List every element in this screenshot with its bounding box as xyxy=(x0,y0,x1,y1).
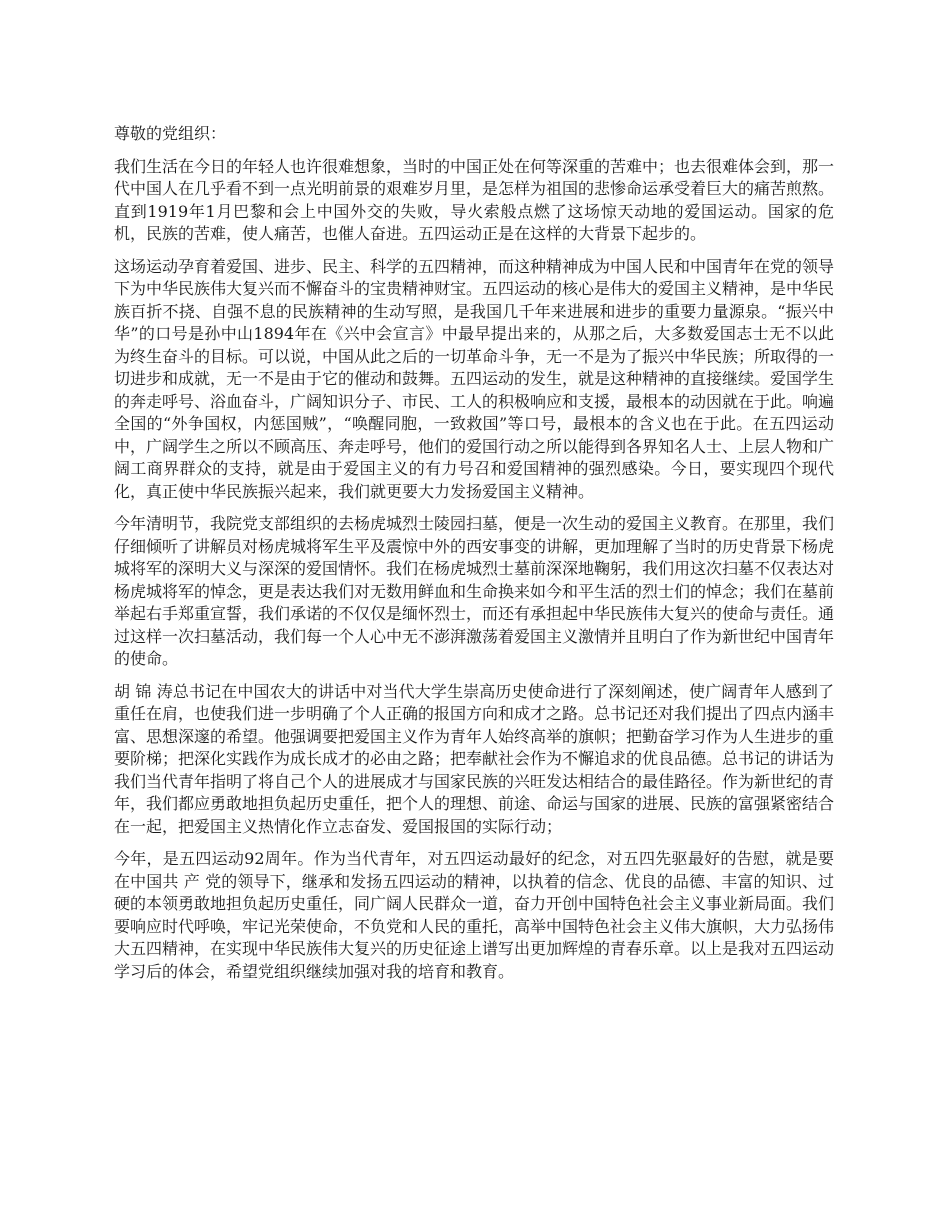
paragraph-5: 今年，是五四运动92周年。作为当代青年，对五四运动最好的纪念，对五四先驱最好的告慰，就是要在中国共 产 党的领导下，继承和发扬五四运动的精神，以执着的信念、优良的品德、丰富的知识、过硬的本领勇敢地担负起历史重任，同广阔人民群众一道，奋力开创中国特色社会主义事业新局面。我们要响应时代呼唤，牢记光荣使命，不负党和人民的重托，高举中国特色社会主义伟大旗帜，大力弘扬伟大五四精神，在实现中华民族伟大复兴的历史征途上谱写出更加辉煌的青春乐章。以上是我对五四运动学习后的体会，希望党组织继续加强对我的培育和教育。 xyxy=(114,849,835,981)
paragraph-3: 今年清明节，我院党支部组织的去杨虎城烈士陵园扫墓，便是一次生动的爱国主义教育。在那里，我们仔细倾听了讲解员对杨虎城将军生平及震惊中外的西安事变的讲解，更加理解了当时的历史背景下杨虎城将军的深明大义与深深的爱国情怀。我们在杨虎城烈士墓前深深地鞠躬，我们用这次扫墓不仅表达对杨虎城将军的悼念，更是表达我们对无数用鲜血和生命换来如今和平生活的烈士们的悼念；我们在墓前举起右手郑重宣誓，我们承诺的不仅仅是缅怀烈士，而还有承担起中华民族伟大复兴的使命与责任。通过这样一次扫墓活动，我们每一个人心中无不澎湃激荡着爱国主义激情并且明白了作为新世纪中国青年的使命。 xyxy=(114,514,835,668)
document-page xyxy=(114,123,834,993)
greeting: 尊敬的党组织： xyxy=(114,124,227,143)
paragraph-1: 我们生活在今日的年轻人也许很难想象，当时的中国正处在何等深重的苦难中；也去很难体会到，那一代中国人在几乎看不到一点光明前景的艰难岁月里，是怎样为祖国的悲惨命运承受着巨大的痛苦煎熬。直到1919年1月巴黎和会上中国外交的失败，导火索般点燃了这场惊天动地的爱国运动。国家的危机，民族的苦难，使人痛苦，也催人奋进。五四运动正是在这样的大背景下起步的。 xyxy=(114,156,835,243)
paragraph-2: 这场运动孕育着爱国、进步、民主、科学的五四精神，而这种精神成为中国人民和中国青年在党的领导下为中华民族伟大复兴而不懈奋斗的宝贵精神财宝。五四运动的核心是伟大的爱国主义精神，是中华民族百折不挠、自强不息的民族精神的生动写照，是我国几千年来进展和进步的重要力量源泉。“振兴中华”的口号是孙中山1894年在《兴中会宣言》中最早提出来的，从那之后，大多数爱国志士无不以此为终生奋斗的目标。可以说，中国从此之后的一切革命斗争，无一不是为了振兴中华民族；所取得的一切进步和成就，无一不是由于它的催动和鼓舞。五四运动的发生，就是这种精神的直接继续。爱国学生的奔走呼号、浴血奋斗，广阔知识分子、市民、工人的积极响应和支援，最根本的动因就在于此。响遍全国的“外争国权，内惩国贼”，“唤醒同胞，一致救国”等口号，最根本的含义也在于此。在五四运动中，广阔学生之所以不顾高压、奔走呼号，他们的爱国行动之所以能得到各界知名人士、上层人物和广阔工商界群众的支持，就是由于爱国主义的有力号召和爱国精神的强烈感染。今日，要实现四个现代化，真正使中华民族振兴起来，我们就更要大力发扬爱国主义精神。 xyxy=(114,256,835,501)
paragraph-4: 胡 锦 涛总书记在中国农大的讲话中对当代大学生崇高历史使命进行了深刻阐述，使广阔青年人感到了重任在肩，也使我们进一步明确了个人正确的报国方向和成才之路。总书记还对我们提出了四点内涵丰富、思想深邃的希望。他强调要把爱国主义作为青年人始终高举的旗帜；把勤奋学习作为人生进步的重要阶梯；把深化实践作为成长成才的必由之路；把奉献社会作为不懈追求的优良品德。总书记的讲话为我们当代青年指明了将自己个人的进展成才与国家民族的兴旺发达相结合的最佳路径。作为新世纪的青年，我们都应勇敢地担负起历史重任，把个人的理想、前途、命运与国家的进展、民族的富强紧密结合在一起，把爱国主义热情化作立志奋发、爱国报国的实际行动； xyxy=(114,681,835,836)
